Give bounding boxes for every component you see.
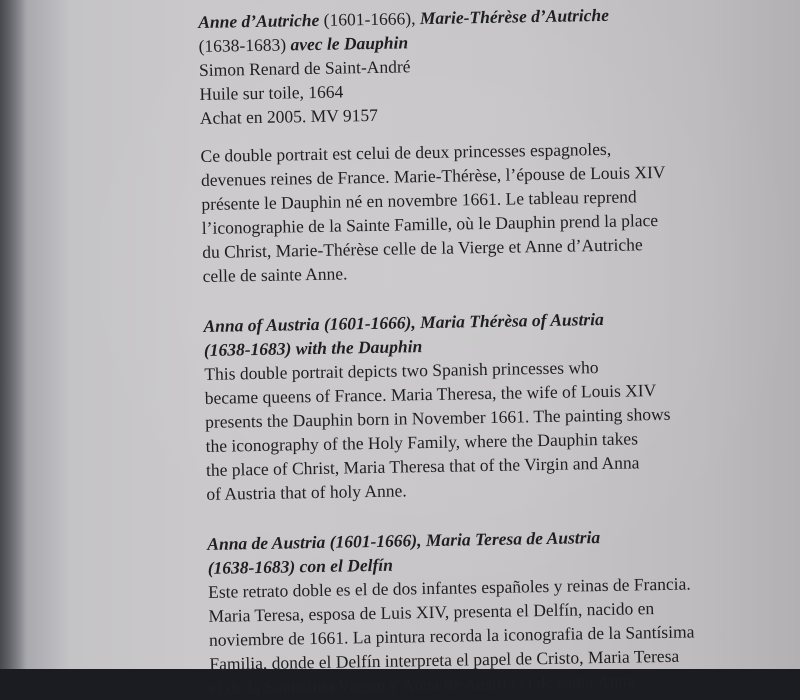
french-body-line: Ce double portrait est celui de deux princesses espagnoles, [200, 138, 612, 166]
french-title-subject: Anne d’Autriche [198, 9, 320, 32]
french-title-dates: (1601-1666), [319, 8, 421, 30]
french-body-line: présente le Dauphin né en novembre 1661. Le tableau reprend [201, 186, 637, 214]
spanish-body-line: el de la Santísima Virgen y Anna de Austria el de santa Anna. [209, 670, 640, 698]
spanish-body-line: Familia, donde el Delfín interpreta el papel de Cristo, Maria Teresa [209, 645, 680, 674]
french-title-rest: avec le Dauphin [290, 32, 409, 55]
french-body-line: celle de sainte Anne. [202, 263, 348, 286]
english-body-line: the place of Christ, Maria Theresa that of the Virgin and Anna [205, 452, 640, 480]
medium-date: Huile sur toile, 1664 [199, 81, 344, 104]
french-title-dates-2: (1638-1683) [198, 34, 291, 56]
spanish-body-line: noviembre de 1661. La pintura recorda la iconografia de la Santísima [208, 621, 695, 650]
spanish-title-line-2: (1638-1683) con el Delfín [207, 554, 394, 578]
artwork-label [198, 0, 790, 700]
spanish-title-line-1: Anna de Austria (1601-1666), Maria Teresa de Austria [207, 527, 601, 554]
artist-name: Simon Renard de Saint-André [198, 56, 411, 80]
english-body-line: became queens of France. Maria Theresa, the wife of Louis XIV [204, 380, 657, 408]
acquisition-info: Achat en 2005. MV 9157 [199, 104, 379, 128]
french-description [200, 134, 782, 288]
english-section [203, 304, 786, 506]
spanish-body-line: Maria Teresa, esposa de Luis XIV, presenta el Delfín, nacido en [208, 598, 655, 626]
french-section [198, 0, 783, 288]
english-title-line-2: (1638-1683) with the Dauphin [203, 336, 423, 360]
spanish-body-line: Este retrato doble es el de dos infantes españoles y reinas de Francia. [207, 573, 691, 602]
english-body-line: of Austria that of holy Anne. [206, 480, 407, 504]
french-title-subject-2: Marie-Thérèse d’Autriche [419, 4, 610, 29]
spanish-section [207, 522, 790, 700]
french-body-line: devenues reines de France. Marie-Thérèse, l’épouse de Louis XIV [200, 161, 666, 190]
french-body-line: du Christ, Marie-Thérèse celle de la Vierge et Anne d’Autriche [202, 234, 643, 262]
english-title-line-1: Anna of Austria (1601-1666), Maria Thérèsa of Austria [203, 308, 604, 336]
english-body-line: the iconography of the Holy Family, where the Dauphin takes [205, 428, 639, 456]
english-body-line: This double portrait depicts two Spanish princesses who [204, 357, 599, 384]
french-body-line: l’iconographie de la Sainte Famille, où le Dauphin prend la place [201, 210, 659, 238]
english-body-line: presents the Dauphin born in November 1661. The painting shows [205, 403, 671, 432]
